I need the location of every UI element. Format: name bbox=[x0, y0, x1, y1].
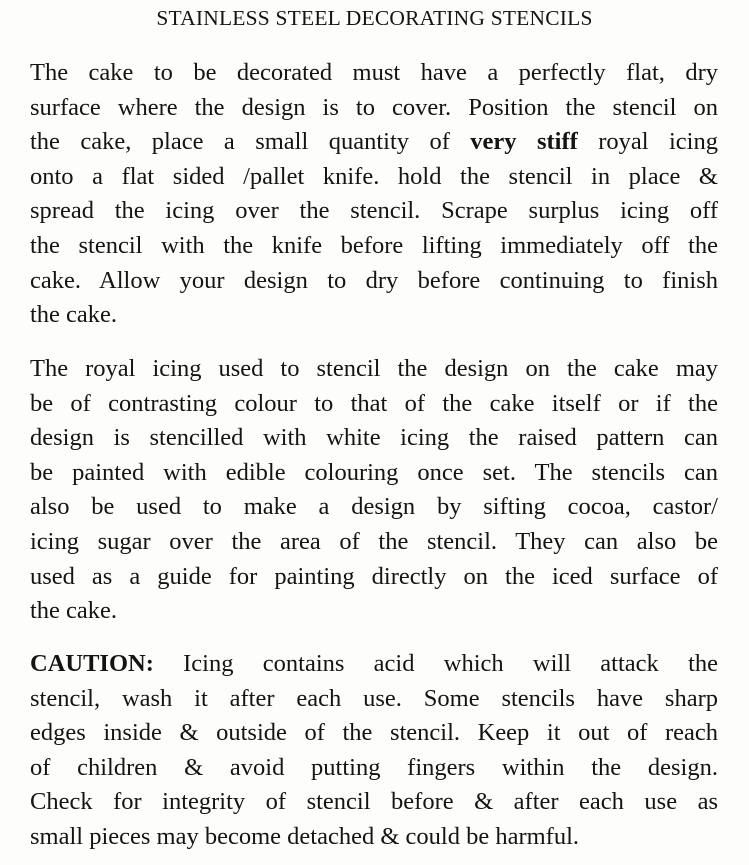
caution-label: CAUTION: bbox=[30, 650, 154, 677]
usage-paragraph bbox=[30, 352, 718, 629]
paragraph-line bbox=[30, 647, 718, 682]
line-text: Icing contains acid which will attack the bbox=[153, 650, 718, 677]
line-text: the cake, place a small quantity of bbox=[30, 128, 471, 156]
paragraph-line: the cake. bbox=[30, 301, 118, 329]
paragraph-line: icing sugar over the area of the stencil. They can also be bbox=[30, 527, 718, 555]
paragraph-line: Check for integrity of stencil before & after each use as bbox=[30, 788, 718, 816]
paragraph-line: be of contrasting colour to that of the cake itself or if the bbox=[30, 389, 718, 417]
paragraph-line: onto a flat sided /pallet knife. hold the stencil in place & bbox=[30, 162, 718, 190]
paragraph-line: design is stencilled with white icing the raised pattern can bbox=[30, 424, 718, 452]
paragraph-line: edges inside & outside of the stencil. Keep it out of reach bbox=[30, 719, 718, 747]
paragraph-line: The royal icing used to stencil the design on the cake may bbox=[30, 355, 718, 382]
paragraph-line: the cake. bbox=[30, 597, 118, 625]
emphasis-text: very stiff bbox=[470, 128, 578, 156]
caution-paragraph bbox=[30, 647, 718, 855]
paragraph-line: cake. Allow your design to dry before continuing to finish bbox=[30, 266, 718, 294]
paragraph-line: also be used to make a design by sifting cocoa, castor/ bbox=[30, 493, 718, 521]
paragraph-line: surface where the design is to cover. Position the stencil on bbox=[30, 93, 718, 121]
instructions-paragraph bbox=[30, 56, 718, 333]
page-title: STAINLESS STEEL DECORATING STENCILS bbox=[156, 6, 593, 30]
paragraph-line: of children & avoid putting fingers within the design. bbox=[30, 753, 718, 781]
paragraph-line: used as a guide for painting directly on the iced surface of bbox=[30, 562, 718, 590]
paragraph-line: stencil, wash it after each use. Some stencils have sharp bbox=[30, 684, 718, 712]
paragraph-line: The cake to be decorated must have a perfectly flat, dry bbox=[30, 59, 718, 86]
paragraph-line: small pieces may become detached & could be harmful. bbox=[30, 822, 580, 850]
paragraph-line: spread the icing over the stencil. Scrape surplus icing off bbox=[30, 197, 718, 225]
line-text: royal icing bbox=[577, 128, 718, 156]
paragraph-line bbox=[30, 125, 718, 160]
paragraph-line: be painted with edible colouring once set. The stencils can bbox=[30, 458, 718, 486]
paragraph-line: the stencil with the knife before lifting immediately off the bbox=[30, 231, 718, 259]
